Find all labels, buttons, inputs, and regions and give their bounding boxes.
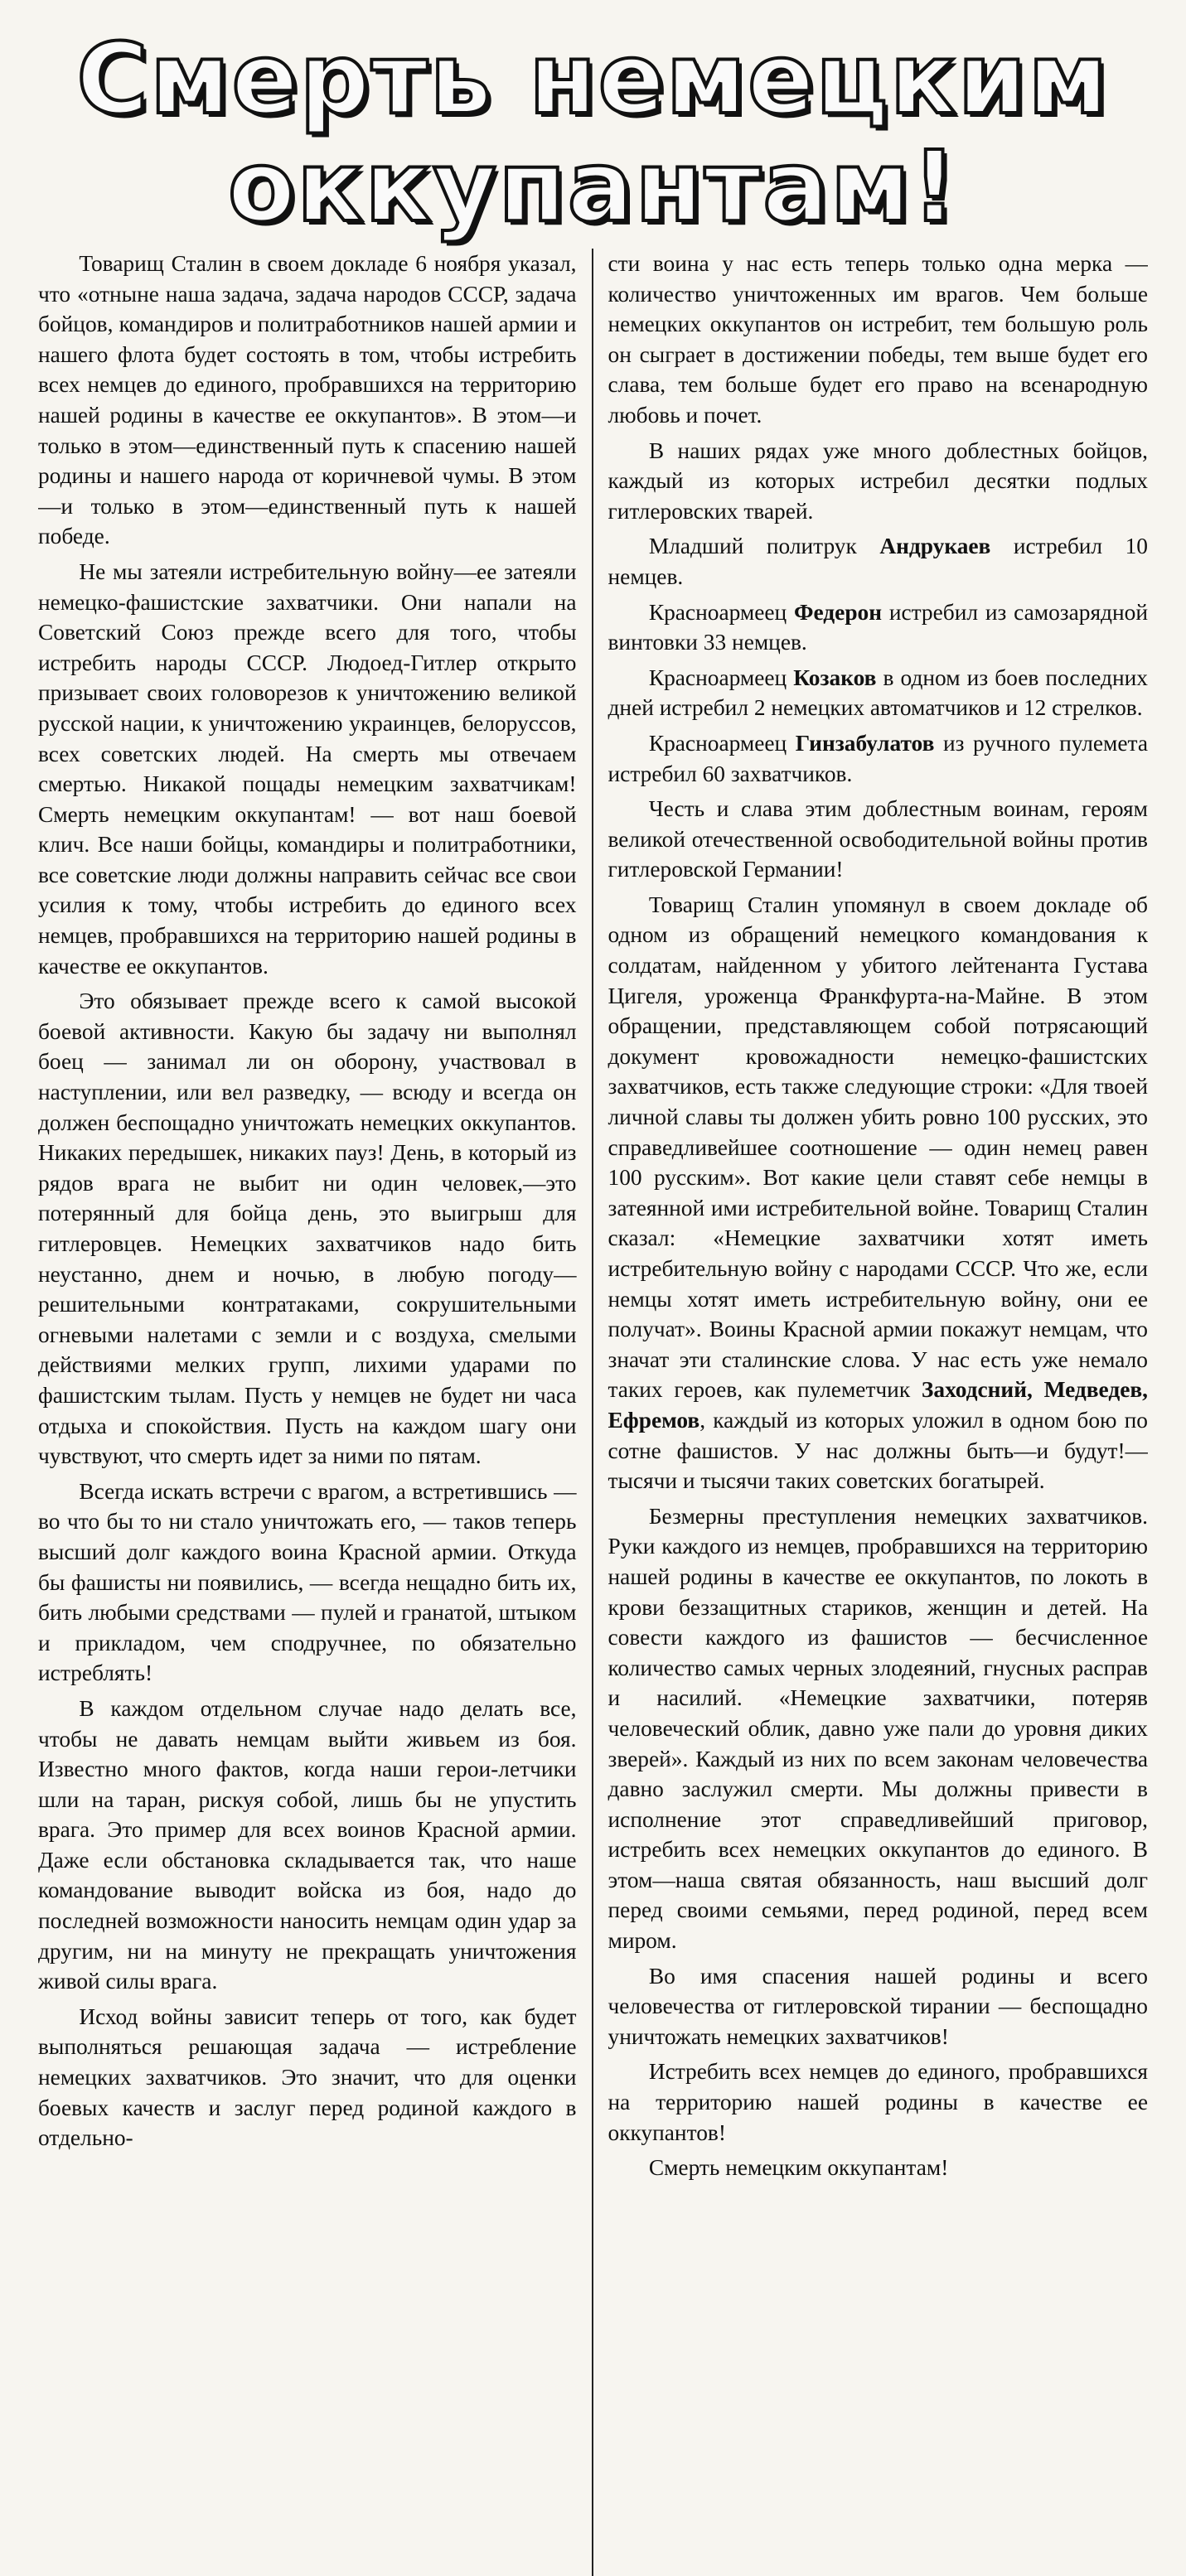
page-title: Смерть немецким оккупантам! xyxy=(76,22,1110,244)
paragraph xyxy=(608,890,1149,1496)
paragraph: Честь и слава этим доблестным воинам, героям великой отечественной освободительной войны против гитлеровской Германии! xyxy=(608,796,1148,882)
quote-text-end: , каждый из которых уложил в одном бою по сотне фашистов. У нас должны быть—и будут!—тысячи и тысячи таких советских богатырей. xyxy=(608,1407,1148,1494)
hero-name: Козаков xyxy=(793,665,877,690)
hero-entry xyxy=(608,531,1149,592)
quote-text: Товарищ Сталин упомянул в своем докладе об одном из обращений немецкого командования к солдатам, найденном у убитого лейтенанта Густава Цигеля, уроженца Франкфурта-на-Майне. В этом обращении, представляющем собой потрясающий документ кровожадности немецко-фашистских захватчиков, есть также следующие строки: «Для твоей личной славы ты должен убить ровно 100 русских, это справедливейшее соотношение — один немец равен 100 русским». Вот какие цели ставят себе немцы в затеянной ими истребительной войне. Товарищ Сталин сказал: «Немецкие захватчики хотят иметь истребительную войну с народами СССР. Что же, если немцы хотят иметь истребительную войну, они ее получат». Воины Красной армии покажут немцам, что значат эти сталинские слова. У нас есть уже немало таких героев, как пулеметчик xyxy=(608,892,1148,1403)
hero-deed: в одном из боев последних дней истребил 2 немецких автоматчиков и 12 стрелков. xyxy=(608,665,1148,721)
paragraph: Это обязывает прежде всего к самой высокой боевой активности. Какую бы задачу ни выполнял боец — занимал ли он оборону, участвовал в наступлении, или вел разведку, — всюду и всегда он должен беспощадно уничтожать немецких оккупантов. Никаких передышек, никаких пауз! День, в который из рядов врага не выбит ни один человек,—это потерянный для бойца день, это выигрыш для гитлеровцев. Немецких захватчиков надо бить неустанно, днем и ночью, в любую погоду—решительными контратаками, сокрушительными огневыми налетами с земли и с воздуха, смелыми действиями мелких групп, лихими ударами по фашистским тылам. Пусть у немцев не будет ни часа отдыха и спокойствия. Пусть на каждом шагу они чувствуют, что смерть идет за ними по пятам. xyxy=(38,988,577,1469)
hero-deed: истребил из самозарядной винтовки 33 немцев. xyxy=(608,599,1148,655)
article-columns xyxy=(38,249,1148,2576)
paragraph: Истребить всех немцев до единого, пробравшихся на территорию нашей родины в качестве ее оккупантов! xyxy=(608,2059,1148,2145)
paragraph: Безмерны преступления немецких захватчиков. Руки каждого из немцев, пробравшихся на территорию нашей родины в качестве ее оккупантов, по локоть в крови беззащитных стариков, женщин и детей. На совести каждого из фашистов — бесчисленное количество самых черных злодеяний, гнусных расправ и насилий. «Немецкие захватчики, потеряв человеческий облик, давно уже пали до уровня диких зверей». Каждый из них по всем законам человечества давно заслужил смерти. Мы должны привести в исполнение этот справедливейший приговор, истребить всех немецких оккупантов до единого. В этом—наша святая обязанность, наш высший долг перед своими семьями, перед родиной, перед всем миром. xyxy=(608,1503,1148,1954)
gunner-names: Заходсний, Медведев, Ефремов xyxy=(608,1377,1148,1433)
hero-rank: Красноармеец xyxy=(648,599,794,625)
hero-entry xyxy=(608,728,1149,789)
hero-entry xyxy=(608,597,1149,658)
hero-deed: истребил 10 немцев. xyxy=(608,534,1148,589)
hero-entry xyxy=(608,663,1149,723)
left-column xyxy=(38,249,593,2576)
paragraph: В каждом отдельном случае надо делать все, чтобы не давать немцам выйти живьем из боя. Известно много фактов, когда наши герои-летчики шли на таран, рискуя собой, лишь бы не упустить врага. Это пример для всех воинов Красной армии. Даже если обстановка складывается так, что наше командование выводит войска из боя, надо до последней возможности наносить немцам один удар за другим, ни на минуту не прекращать уничтожения живой силы врага. xyxy=(38,1695,577,1994)
closing-slogan: Смерть немецким оккупантам! xyxy=(648,2155,949,2181)
paragraph: Всегда искать встречи с врагом, а встретившись — во что бы то ни стало уничтожать его, — таков теперь высший долг каждого воина Красной армии. Откуда бы фашисты ни появились, — всегда нещадно бить их, бить любыми средствами — пулей и гранатой, штыком и прикладом, чем сподручнее, по обязательно истреблять! xyxy=(38,1478,577,1686)
hero-name: Федерон xyxy=(793,599,883,625)
hero-rank: Младший политрук xyxy=(648,534,880,559)
paragraph: В наших рядах уже много доблестных бойцов, каждый из которых истребил десятки подлых гитлеровских тварей. xyxy=(608,437,1148,524)
hero-deed: из ручного пулемета истребил 60 захватчиков. xyxy=(608,730,1148,786)
paragraph: Не мы затеяли истребительную войну—ее затеяли немецко-фашистские захватчики. Они напали на Советский Союз прежде всего для того, чтобы истребить народы СССР. Людоед-Гитлер открыто призывает своих головорезов к уничтожению великой русской нации, к уничтожению украинцев, белоруссов, всех советских людей. На смерть мы отвечаем смертью. Никакой пощады немецким захватчикам! Смерть немецким оккупантам! — вот наш боевой клич. Все наши бойцы, командиры и политработники, все советские люди должны направить сейчас все свои усилия к тому, чтобы истребить до единого всех немцев, пробравшихся на территорию нашей родины в качестве ее оккупантов. xyxy=(38,558,577,979)
hero-name: Андрукаев xyxy=(879,534,991,559)
hero-rank: Красноармеец xyxy=(648,665,794,690)
paragraph: Товарищ Сталин в своем докладе 6 ноября указал, что «отныне наша задача, задача народов СССР, задача бойцов, командиров и политработников нашей армии и нашего флота будет состоять в том, чтобы истребить всех немцев до единого, пробравшихся на территорию нашей родины в качестве ее оккупантов». В этом—и только в этом—единственный путь к спасению нашей родины и нашего народа от коричневой чумы. В этом—и только в этом—единственный путь к нашей победе. xyxy=(38,251,577,549)
hero-rank: Красноармеец xyxy=(648,730,796,756)
paragraph: сти воина у нас есть теперь только одна мерка — количество уничтоженных им врагов. Чем больше немецких оккупантов он истребит, тем большую роль он сыграет в достижении победы, тем выше будет его слава, тем больше будет его право на всенародную любовь и почет. xyxy=(608,251,1148,428)
paragraph: Во имя спасения нашей родины и всего человечества от гитлеровской тирании — беспощадно уничтожать немецких захватчиков! xyxy=(608,1963,1148,2049)
right-column xyxy=(593,249,1149,2576)
hero-name: Гинзабулатов xyxy=(795,730,935,756)
paragraph: Исход войны зависит теперь от того, как будет выполняться решающая задача — истребление немецких захватчиков. Это значит, что для оценки боевых качеств и заслуг перед родиной каждого в отдельно- xyxy=(38,2003,577,2151)
